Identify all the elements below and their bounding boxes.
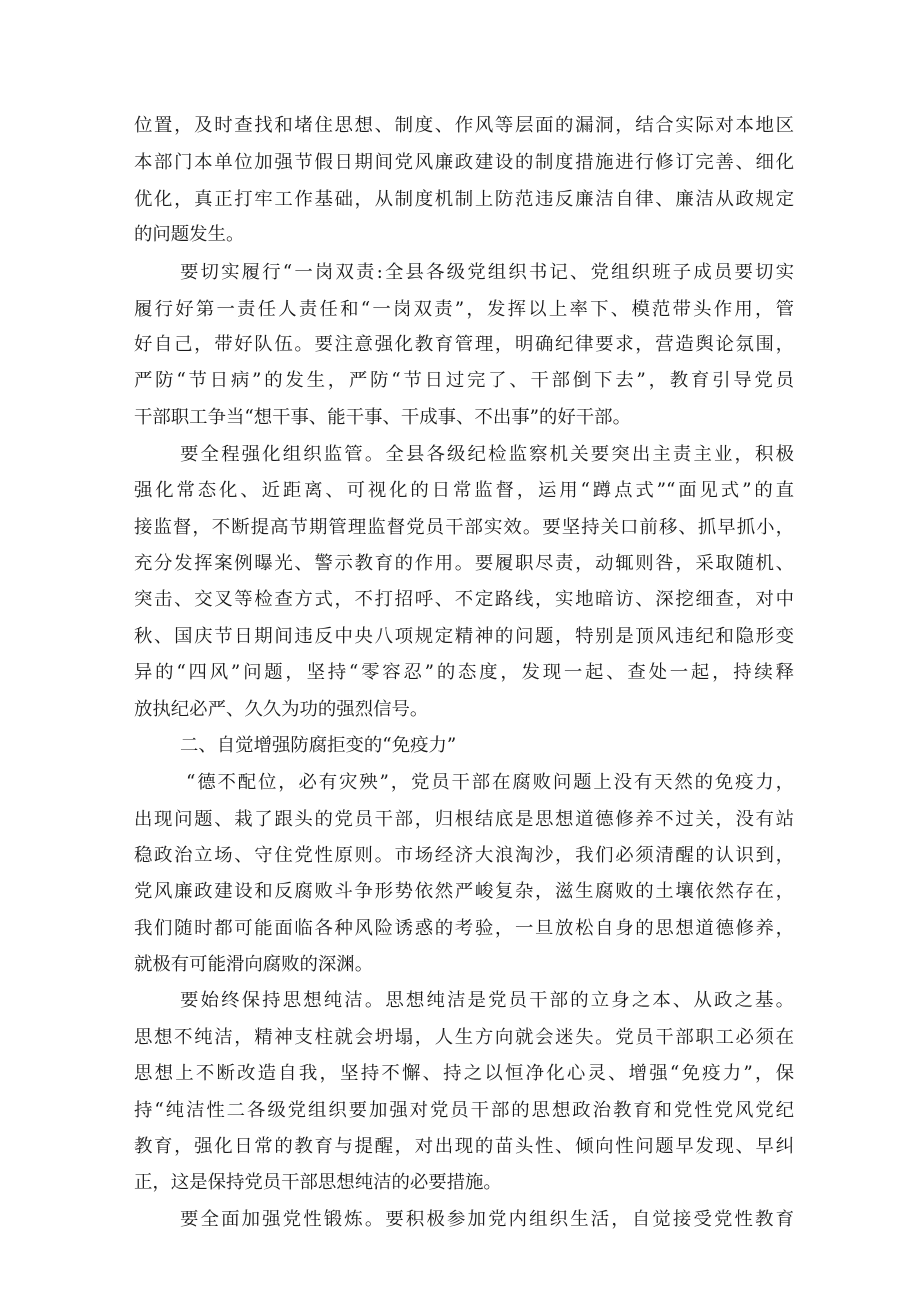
- text-line: 位置，及时查找和堵住思想、制度、作风等层面的漏洞，结合实际对本地区: [134, 115, 794, 136]
- text-line: 的问题发生。: [134, 224, 245, 245]
- text-line: 正，这是保持党员干部思想纯洁的必要措施。: [134, 1172, 502, 1193]
- text-line: 就极有可能滑向腐败的深渊。: [134, 954, 374, 975]
- text-line: 思想上不断改造自我，坚持不懈、持之以恒净化心灵、增强“免疫力”，保: [134, 1063, 794, 1084]
- text-line: 党风廉政建设和反腐败斗争形势依然严峻复杂，滋生腐败的土壤依然存在，: [134, 881, 794, 902]
- text-line: 本部门本单位加强节假日期间党风廉政建设的制度措施进行修订完善、细化: [134, 152, 794, 173]
- text-line: 持“纯洁性二各级党组织要加强对党员干部的思想政治教育和党性党风党纪: [134, 1100, 794, 1121]
- text-line: 充分发挥案例曝光、警示教育的作用。要履职尽责，动辄则咎，采取随机、: [134, 553, 794, 574]
- text-line: 秋、国庆节日期间违反中央八项规定精神的问题，特别是顶风违纪和隐形变: [134, 626, 794, 647]
- text-line: 突击、交叉等检查方式，不打招呼、不定路线，实地暗访、深挖细查，对中: [134, 589, 794, 610]
- paragraph-first-line: “德不配位，必有灾殃”，党员干部在腐败问题上没有天然的免疫力，: [186, 772, 794, 793]
- text-line: 我们随时都可能面临各种风险诱惑的考验，一旦放松自身的思想道德修养，: [134, 918, 794, 939]
- text-line: 干部职工争当“想干事、能干事、干成事、不出事”的好干部。: [134, 407, 631, 428]
- paragraph-first-line: 要切实履行“一岗双责:全县各级党组织书记、党组织班子成员要切实: [180, 262, 794, 283]
- text-line: 异的“四风”问题，坚持“零容忍”的态度，发现一起、查处一起，持续释: [134, 662, 794, 683]
- text-line: 放执纪必严、久久为功的强烈信号。: [134, 699, 429, 720]
- text-line: 思想不纯洁，精神支柱就会坍塌，人生方向就会迷失。党员干部职工必须在: [134, 1027, 794, 1048]
- text-line: 好自己，带好队伍。要注意强化教育管理，明确纪律要求，营造舆论氛围，: [134, 334, 794, 355]
- paragraph-first-line: 要全程强化组织监管。全县各级纪检监察机关要突出主责主业，积极: [180, 444, 794, 465]
- text-line: 出现问题、栽了跟头的党员干部，归根结底是思想道德修养不过关，没有站: [134, 809, 794, 830]
- section-heading: 二、自觉增强防腐拒变的“免疫力”: [180, 735, 457, 756]
- paragraph-first-line: 要全面加强党性锻炼。要积极参加党内组织生活，自觉接受党性教育: [180, 1209, 794, 1230]
- text-line: 强化常态化、近距离、可视化的日常监督，运用“蹲点式”“面见式”的直: [134, 480, 794, 501]
- text-line: 教育，强化日常的教育与提醒，对出现的苗头性、倾向性问题早发现、早纠: [134, 1136, 794, 1157]
- text-line: 优化，真正打牢工作基础，从制度机制上防范违反廉洁自律、廉洁从政规定: [134, 189, 794, 210]
- paragraph-first-line: 要始终保持思想纯洁。思想纯洁是党员干部的立身之本、从政之基。: [180, 990, 794, 1011]
- text-line: 履行好第一责任人责任和“一岗双责”，发挥以上率下、模范带头作用，管: [134, 299, 794, 320]
- text-line: 接监督，不断提高节期管理监督党员干部实效。要坚持关口前移、抓早抓小，: [134, 517, 794, 538]
- text-line: 严防“节日病”的发生，严防“节日过完了、干部倒下去”，教育引导党员: [134, 370, 794, 391]
- text-line: 稳政治立场、守住党性原则。市场经济大浪淘沙，我们必须清醒的认识到，: [134, 845, 794, 866]
